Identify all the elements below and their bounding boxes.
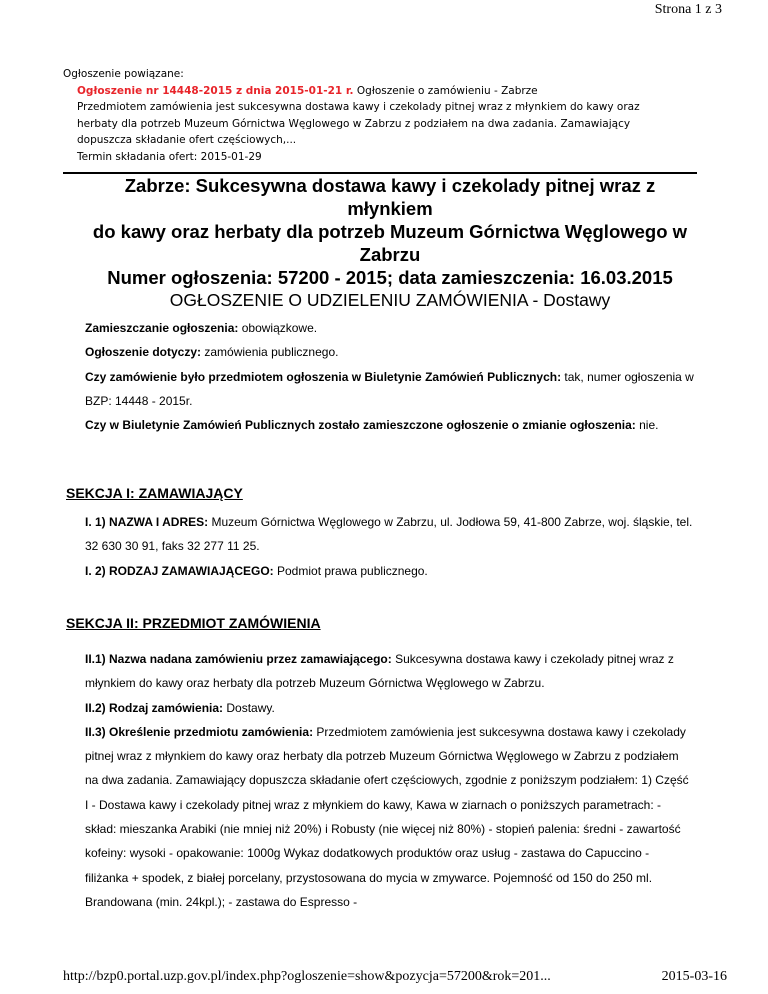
section-1-body	[85, 510, 695, 583]
title-line: Zabrze: Sukcesywna dostawa kawy i czekolady pitnej wraz z młynkiem	[124, 175, 656, 219]
related-summary-line: herbaty dla potrzeb Muzeum Górnictwa Węglowego w Zabrzu z podziałem na dwa zadania. Zamawiający	[77, 117, 631, 130]
page-footer	[63, 969, 727, 985]
field-contract-subject: II.3) Określenie przedmiotu zamówienia: Przedmiotem zamówienia jest sukcesywna dostawa kawy i czekolady pitnej wraz z młynkiem do kawy oraz herbaty dla potrzeb Muzeum Górnictwa Węglowego w Zabrzu z podziałem na dwa zadania. Zamawiający dopuszcza składanie ofert częściowych, zgodnie z poniższym podziałem: 1) Część I - Dostawa kawy i czekolady pitnej wraz z młynkiem do kawy, Kawa w ziarnach o poniższych parametrach: - skład: mieszanka Arabiki (nie mniej niż 20%) i Robusty (nie więcej niż 80%) - stopień palenia: średni - zawartość kofeiny: wysoki - opakowanie: 1000g Wykaz dodatkowych produktów oraz usług - zastawa do Capuccino - filiżanka + spodek, z białej porcelany, przystosowana do mycia w zmywarce. Pojemność od 150 do 250 ml. Brandowana (min. 24kpl.); - zastawa do Espresso -	[85, 724, 689, 909]
document-title	[80, 174, 700, 312]
section-2-heading: SEKCJA II: PRZEDMIOT ZAMÓWIENIA	[66, 615, 321, 631]
field-bzp-notice: Czy zamówienie było przedmiotem ogłoszenia w Biuletynie Zamówień Publicznych: tak, numer ogłoszenia w BZP: 14448 - 2015r.	[85, 369, 694, 408]
title-line: do kawy oraz herbaty dla potrzeb Muzeum Górnictwa Węglowego w	[92, 221, 688, 242]
notice-fields	[85, 316, 695, 437]
related-notice-link[interactable]: Ogłoszenie nr 14448-2015 z dnia 2015-01-21 r.	[77, 84, 354, 97]
field-contract-name: II.1) Nazwa nadana zamówieniu przez zamawiającego: Sukcesywna dostawa kawy i czekolady pitnej wraz z młynkiem do kawy oraz herbaty dla potrzeb Muzeum Górnictwa Węglowego w Zabrzu.	[85, 652, 674, 691]
related-heading: Ogłoszenie powiązane:	[63, 68, 184, 80]
field-bzp-change: Czy w Biuletynie Zamówień Publicznych zostało zamieszczone ogłoszenie o zmianie ogłoszenia: nie.	[85, 418, 659, 433]
related-summary-line: Przedmiotem zamówienia jest sukcesywna dostawa kawy i czekolady pitnej wraz z młynkiem do kawy oraz	[77, 101, 640, 113]
field-contracting-type: I. 2) RODZAJ ZAMAWIAJĄCEGO: Podmiot prawa publicznego.	[85, 563, 428, 578]
section-1-heading: SEKCJA I: ZAMAWIAJĄCY	[66, 485, 243, 501]
related-deadline: Termin składania ofert: 2015-01-29	[77, 150, 262, 163]
field-concerns: Ogłoszenie dotyczy: zamówienia publicznego.	[85, 345, 339, 360]
notice-number: Numer ogłoszenia: 57200 - 2015; data zamieszczenia: 16.03.2015	[107, 267, 673, 288]
footer-date: 2015-03-16	[661, 969, 727, 984]
related-notice-suffix: Ogłoszenie o zamówieniu - Zabrze	[353, 84, 538, 97]
field-name-address: I. 1) NAZWA I ADRES: Muzeum Górnictwa Węglowego w Zabrzu, ul. Jodłowa 59, 41-800 Zabrze, woj. śląskie, tel. 32 630 30 91, faks 32 277 11 25.	[85, 515, 693, 554]
footer-url[interactable]: http://bzp0.portal.uzp.gov.pl/index.php?ogloszenie=show&pozycja=57200&rok=201...	[63, 969, 551, 984]
related-summary-line: dopuszcza składanie ofert częściowych,...	[77, 134, 297, 146]
section-2-body	[85, 647, 695, 914]
notice-type: OGŁOSZENIE O UDZIELENIU ZAMÓWIENIA - Dostawy	[169, 290, 611, 310]
field-contract-type: II.2) Rodzaj zamówienia: Dostawy.	[85, 700, 275, 715]
page-number: Strona 1 z 3	[654, 2, 722, 17]
related-notice	[63, 66, 703, 165]
field-publication: Zamieszczanie ogłoszenia: obowiązkowe.	[85, 321, 318, 335]
title-line: Zabrzu	[359, 244, 421, 265]
